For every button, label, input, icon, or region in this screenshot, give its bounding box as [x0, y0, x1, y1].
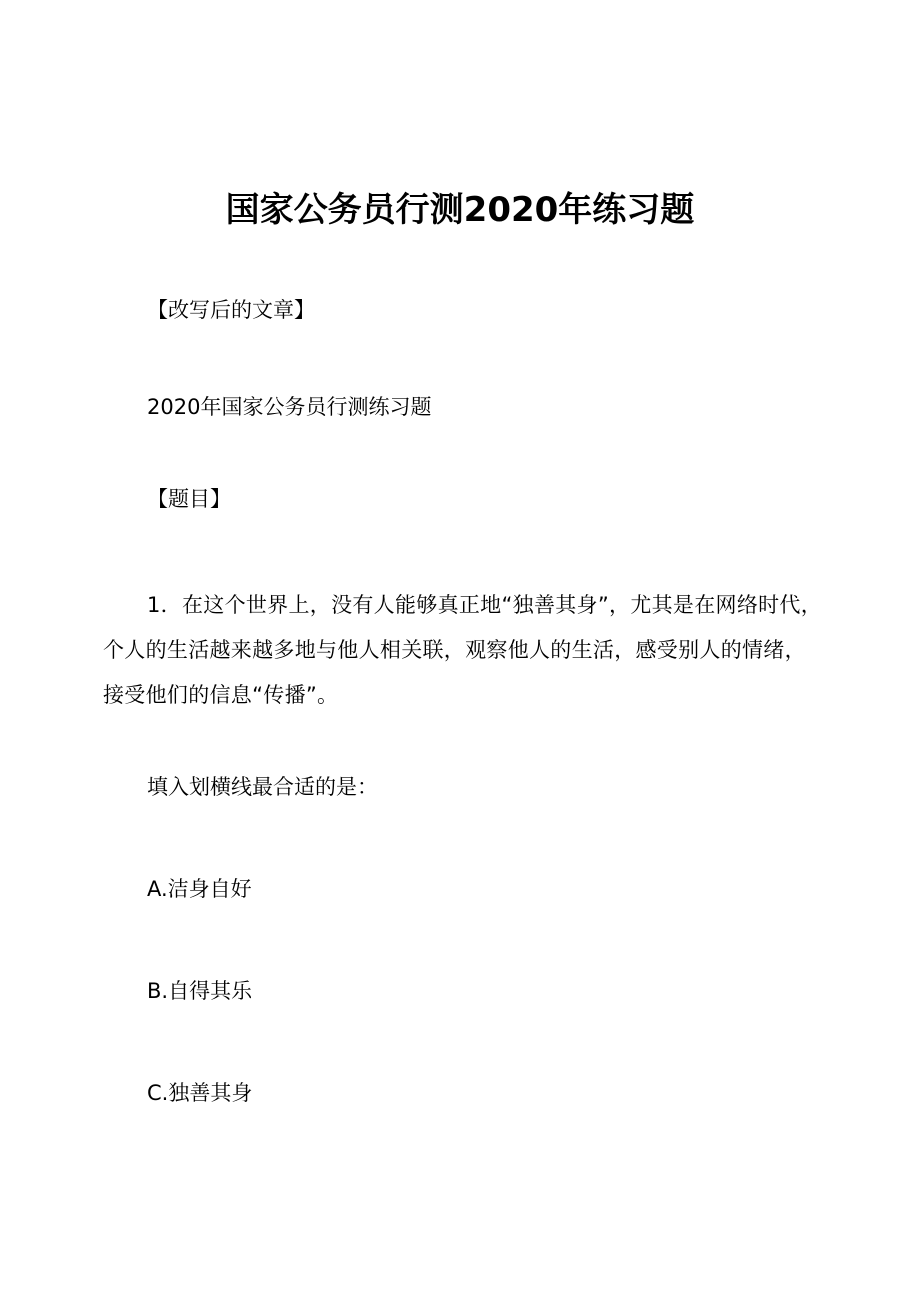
option-a: A.洁身自好 — [147, 877, 252, 901]
question-text: 在这个世界上，没有人能够真正地“独善其身”，尤其是在网络时代，个人的生活越来越多地与他人相关联，观察他人的生活，感受别人的情绪，接受他们的信息“传播”。 — [103, 593, 823, 707]
document-title: 国家公务员行测2020年练习题 — [225, 190, 695, 230]
rewritten-article-label: 【改写后的文章】 — [147, 298, 315, 322]
option-c: C.独善其身 — [147, 1081, 253, 1105]
topic-label: 【题目】 — [147, 487, 231, 511]
question-number: 1． — [147, 593, 182, 617]
document-subtitle: 2020年国家公务员行测练习题 — [147, 395, 432, 419]
question-prompt: 填入划横线最合适的是： — [147, 775, 378, 799]
question-paragraph — [103, 583, 823, 718]
option-b: B.自得其乐 — [147, 979, 253, 1003]
